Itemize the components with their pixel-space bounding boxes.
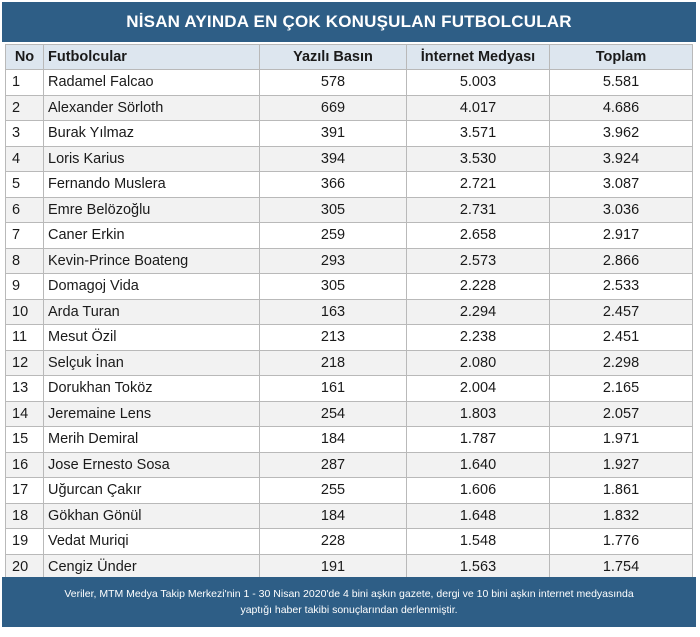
cell-print-media: 184 bbox=[260, 427, 407, 453]
cell-print-media: 218 bbox=[260, 350, 407, 376]
cell-player: Burak Yılmaz bbox=[44, 121, 260, 147]
source-note-line-1: Veriler, MTM Medya Takip Merkezi'nin 1 - 30 Nisan 2020'de 4 bini aşkın gazete, dergi ve 10 bini aşkın internet medyasında bbox=[64, 588, 634, 600]
table-row bbox=[6, 554, 693, 580]
cell-no: 10 bbox=[6, 299, 44, 325]
cell-print-media: 255 bbox=[260, 478, 407, 504]
cell-print-media: 669 bbox=[260, 95, 407, 121]
cell-print-media: 259 bbox=[260, 223, 407, 249]
cell-no: 16 bbox=[6, 452, 44, 478]
table-row bbox=[6, 223, 693, 249]
cell-no: 14 bbox=[6, 401, 44, 427]
cell-internet-media: 1.803 bbox=[407, 401, 550, 427]
cell-internet-media: 1.787 bbox=[407, 427, 550, 453]
cell-player: Uğurcan Çakır bbox=[44, 478, 260, 504]
cell-total: 3.962 bbox=[550, 121, 693, 147]
cell-no: 5 bbox=[6, 172, 44, 198]
cell-total: 2.866 bbox=[550, 248, 693, 274]
cell-no: 2 bbox=[6, 95, 44, 121]
cell-print-media: 163 bbox=[260, 299, 407, 325]
cell-print-media: 578 bbox=[260, 70, 407, 96]
cell-print-media: 305 bbox=[260, 274, 407, 300]
cell-internet-media: 2.721 bbox=[407, 172, 550, 198]
cell-internet-media: 2.238 bbox=[407, 325, 550, 351]
cell-no: 7 bbox=[6, 223, 44, 249]
cell-player: Fernando Muslera bbox=[44, 172, 260, 198]
cell-total: 2.917 bbox=[550, 223, 693, 249]
cell-print-media: 184 bbox=[260, 503, 407, 529]
cell-internet-media: 1.640 bbox=[407, 452, 550, 478]
cell-total: 5.581 bbox=[550, 70, 693, 96]
cell-player: Arda Turan bbox=[44, 299, 260, 325]
cell-no: 18 bbox=[6, 503, 44, 529]
cell-internet-media: 4.017 bbox=[407, 95, 550, 121]
table-row bbox=[6, 427, 693, 453]
cell-player: Jeremaine Lens bbox=[44, 401, 260, 427]
cell-total: 3.087 bbox=[550, 172, 693, 198]
cell-total: 2.457 bbox=[550, 299, 693, 325]
cell-no: 19 bbox=[6, 529, 44, 555]
column-header-print-media: Yazılı Basın bbox=[260, 45, 407, 70]
cell-total: 2.298 bbox=[550, 350, 693, 376]
table-row bbox=[6, 299, 693, 325]
cell-internet-media: 1.563 bbox=[407, 554, 550, 580]
cell-no: 13 bbox=[6, 376, 44, 402]
table-row bbox=[6, 401, 693, 427]
cell-player: Dorukhan Toköz bbox=[44, 376, 260, 402]
cell-no: 15 bbox=[6, 427, 44, 453]
cell-player: Caner Erkin bbox=[44, 223, 260, 249]
cell-print-media: 366 bbox=[260, 172, 407, 198]
cell-no: 20 bbox=[6, 554, 44, 580]
cell-player: Merih Demiral bbox=[44, 427, 260, 453]
cell-total: 2.451 bbox=[550, 325, 693, 351]
table-row bbox=[6, 376, 693, 402]
cell-no: 11 bbox=[6, 325, 44, 351]
cell-total: 2.057 bbox=[550, 401, 693, 427]
cell-print-media: 391 bbox=[260, 121, 407, 147]
cell-print-media: 305 bbox=[260, 197, 407, 223]
cell-total: 1.832 bbox=[550, 503, 693, 529]
table-row bbox=[6, 248, 693, 274]
cell-print-media: 191 bbox=[260, 554, 407, 580]
table-row bbox=[6, 503, 693, 529]
table-header-row bbox=[6, 45, 693, 70]
cell-total: 3.036 bbox=[550, 197, 693, 223]
cell-player: Domagoj Vida bbox=[44, 274, 260, 300]
cell-player: Jose Ernesto Sosa bbox=[44, 452, 260, 478]
cell-internet-media: 2.228 bbox=[407, 274, 550, 300]
cell-total: 2.165 bbox=[550, 376, 693, 402]
cell-total: 3.924 bbox=[550, 146, 693, 172]
table-row bbox=[6, 452, 693, 478]
table-row bbox=[6, 121, 693, 147]
cell-print-media: 254 bbox=[260, 401, 407, 427]
cell-no: 3 bbox=[6, 121, 44, 147]
cell-internet-media: 2.731 bbox=[407, 197, 550, 223]
cell-print-media: 287 bbox=[260, 452, 407, 478]
cell-player: Mesut Özil bbox=[44, 325, 260, 351]
cell-player: Gökhan Gönül bbox=[44, 503, 260, 529]
cell-total: 1.754 bbox=[550, 554, 693, 580]
cell-total: 2.533 bbox=[550, 274, 693, 300]
cell-internet-media: 2.658 bbox=[407, 223, 550, 249]
cell-total: 1.927 bbox=[550, 452, 693, 478]
cell-no: 1 bbox=[6, 70, 44, 96]
players-table bbox=[5, 44, 693, 580]
column-header-internet-media: İnternet Medyası bbox=[407, 45, 550, 70]
cell-player: Kevin-Prince Boateng bbox=[44, 248, 260, 274]
cell-player: Cengiz Ünder bbox=[44, 554, 260, 580]
cell-print-media: 228 bbox=[260, 529, 407, 555]
column-header-player: Futbolcular bbox=[44, 45, 260, 70]
cell-player: Alexander Sörloth bbox=[44, 95, 260, 121]
cell-internet-media: 2.080 bbox=[407, 350, 550, 376]
table-row bbox=[6, 529, 693, 555]
cell-print-media: 213 bbox=[260, 325, 407, 351]
cell-internet-media: 3.530 bbox=[407, 146, 550, 172]
cell-internet-media: 3.571 bbox=[407, 121, 550, 147]
column-header-no: No bbox=[6, 45, 44, 70]
cell-internet-media: 1.606 bbox=[407, 478, 550, 504]
cell-player: Vedat Muriqi bbox=[44, 529, 260, 555]
source-note-line-2: yaptığı haber takibi sonuçlarından derlenmiştir. bbox=[240, 604, 458, 616]
table-row bbox=[6, 478, 693, 504]
table-row bbox=[6, 70, 693, 96]
cell-total: 1.861 bbox=[550, 478, 693, 504]
table-row bbox=[6, 325, 693, 351]
cell-internet-media: 1.648 bbox=[407, 503, 550, 529]
table-row bbox=[6, 350, 693, 376]
cell-player: Emre Belözoğlu bbox=[44, 197, 260, 223]
infographic-frame bbox=[2, 2, 696, 632]
cell-internet-media: 1.548 bbox=[407, 529, 550, 555]
cell-internet-media: 2.294 bbox=[407, 299, 550, 325]
cell-internet-media: 5.003 bbox=[407, 70, 550, 96]
cell-internet-media: 2.004 bbox=[407, 376, 550, 402]
cell-no: 6 bbox=[6, 197, 44, 223]
cell-print-media: 161 bbox=[260, 376, 407, 402]
cell-total: 1.971 bbox=[550, 427, 693, 453]
cell-player: Loris Karius bbox=[44, 146, 260, 172]
cell-no: 9 bbox=[6, 274, 44, 300]
page-title: NİSAN AYINDA EN ÇOK KONUŞULAN FUTBOLCULAR bbox=[2, 2, 696, 42]
source-note bbox=[2, 577, 696, 627]
cell-internet-media: 2.573 bbox=[407, 248, 550, 274]
cell-total: 1.776 bbox=[550, 529, 693, 555]
cell-no: 8 bbox=[6, 248, 44, 274]
table-body bbox=[6, 70, 693, 580]
table-row bbox=[6, 146, 693, 172]
cell-player: Selçuk İnan bbox=[44, 350, 260, 376]
cell-print-media: 394 bbox=[260, 146, 407, 172]
cell-print-media: 293 bbox=[260, 248, 407, 274]
table-row bbox=[6, 172, 693, 198]
table-row bbox=[6, 274, 693, 300]
table-row bbox=[6, 197, 693, 223]
cell-no: 12 bbox=[6, 350, 44, 376]
cell-total: 4.686 bbox=[550, 95, 693, 121]
column-header-total: Toplam bbox=[550, 45, 693, 70]
cell-no: 17 bbox=[6, 478, 44, 504]
cell-no: 4 bbox=[6, 146, 44, 172]
cell-player: Radamel Falcao bbox=[44, 70, 260, 96]
table-row bbox=[6, 95, 693, 121]
